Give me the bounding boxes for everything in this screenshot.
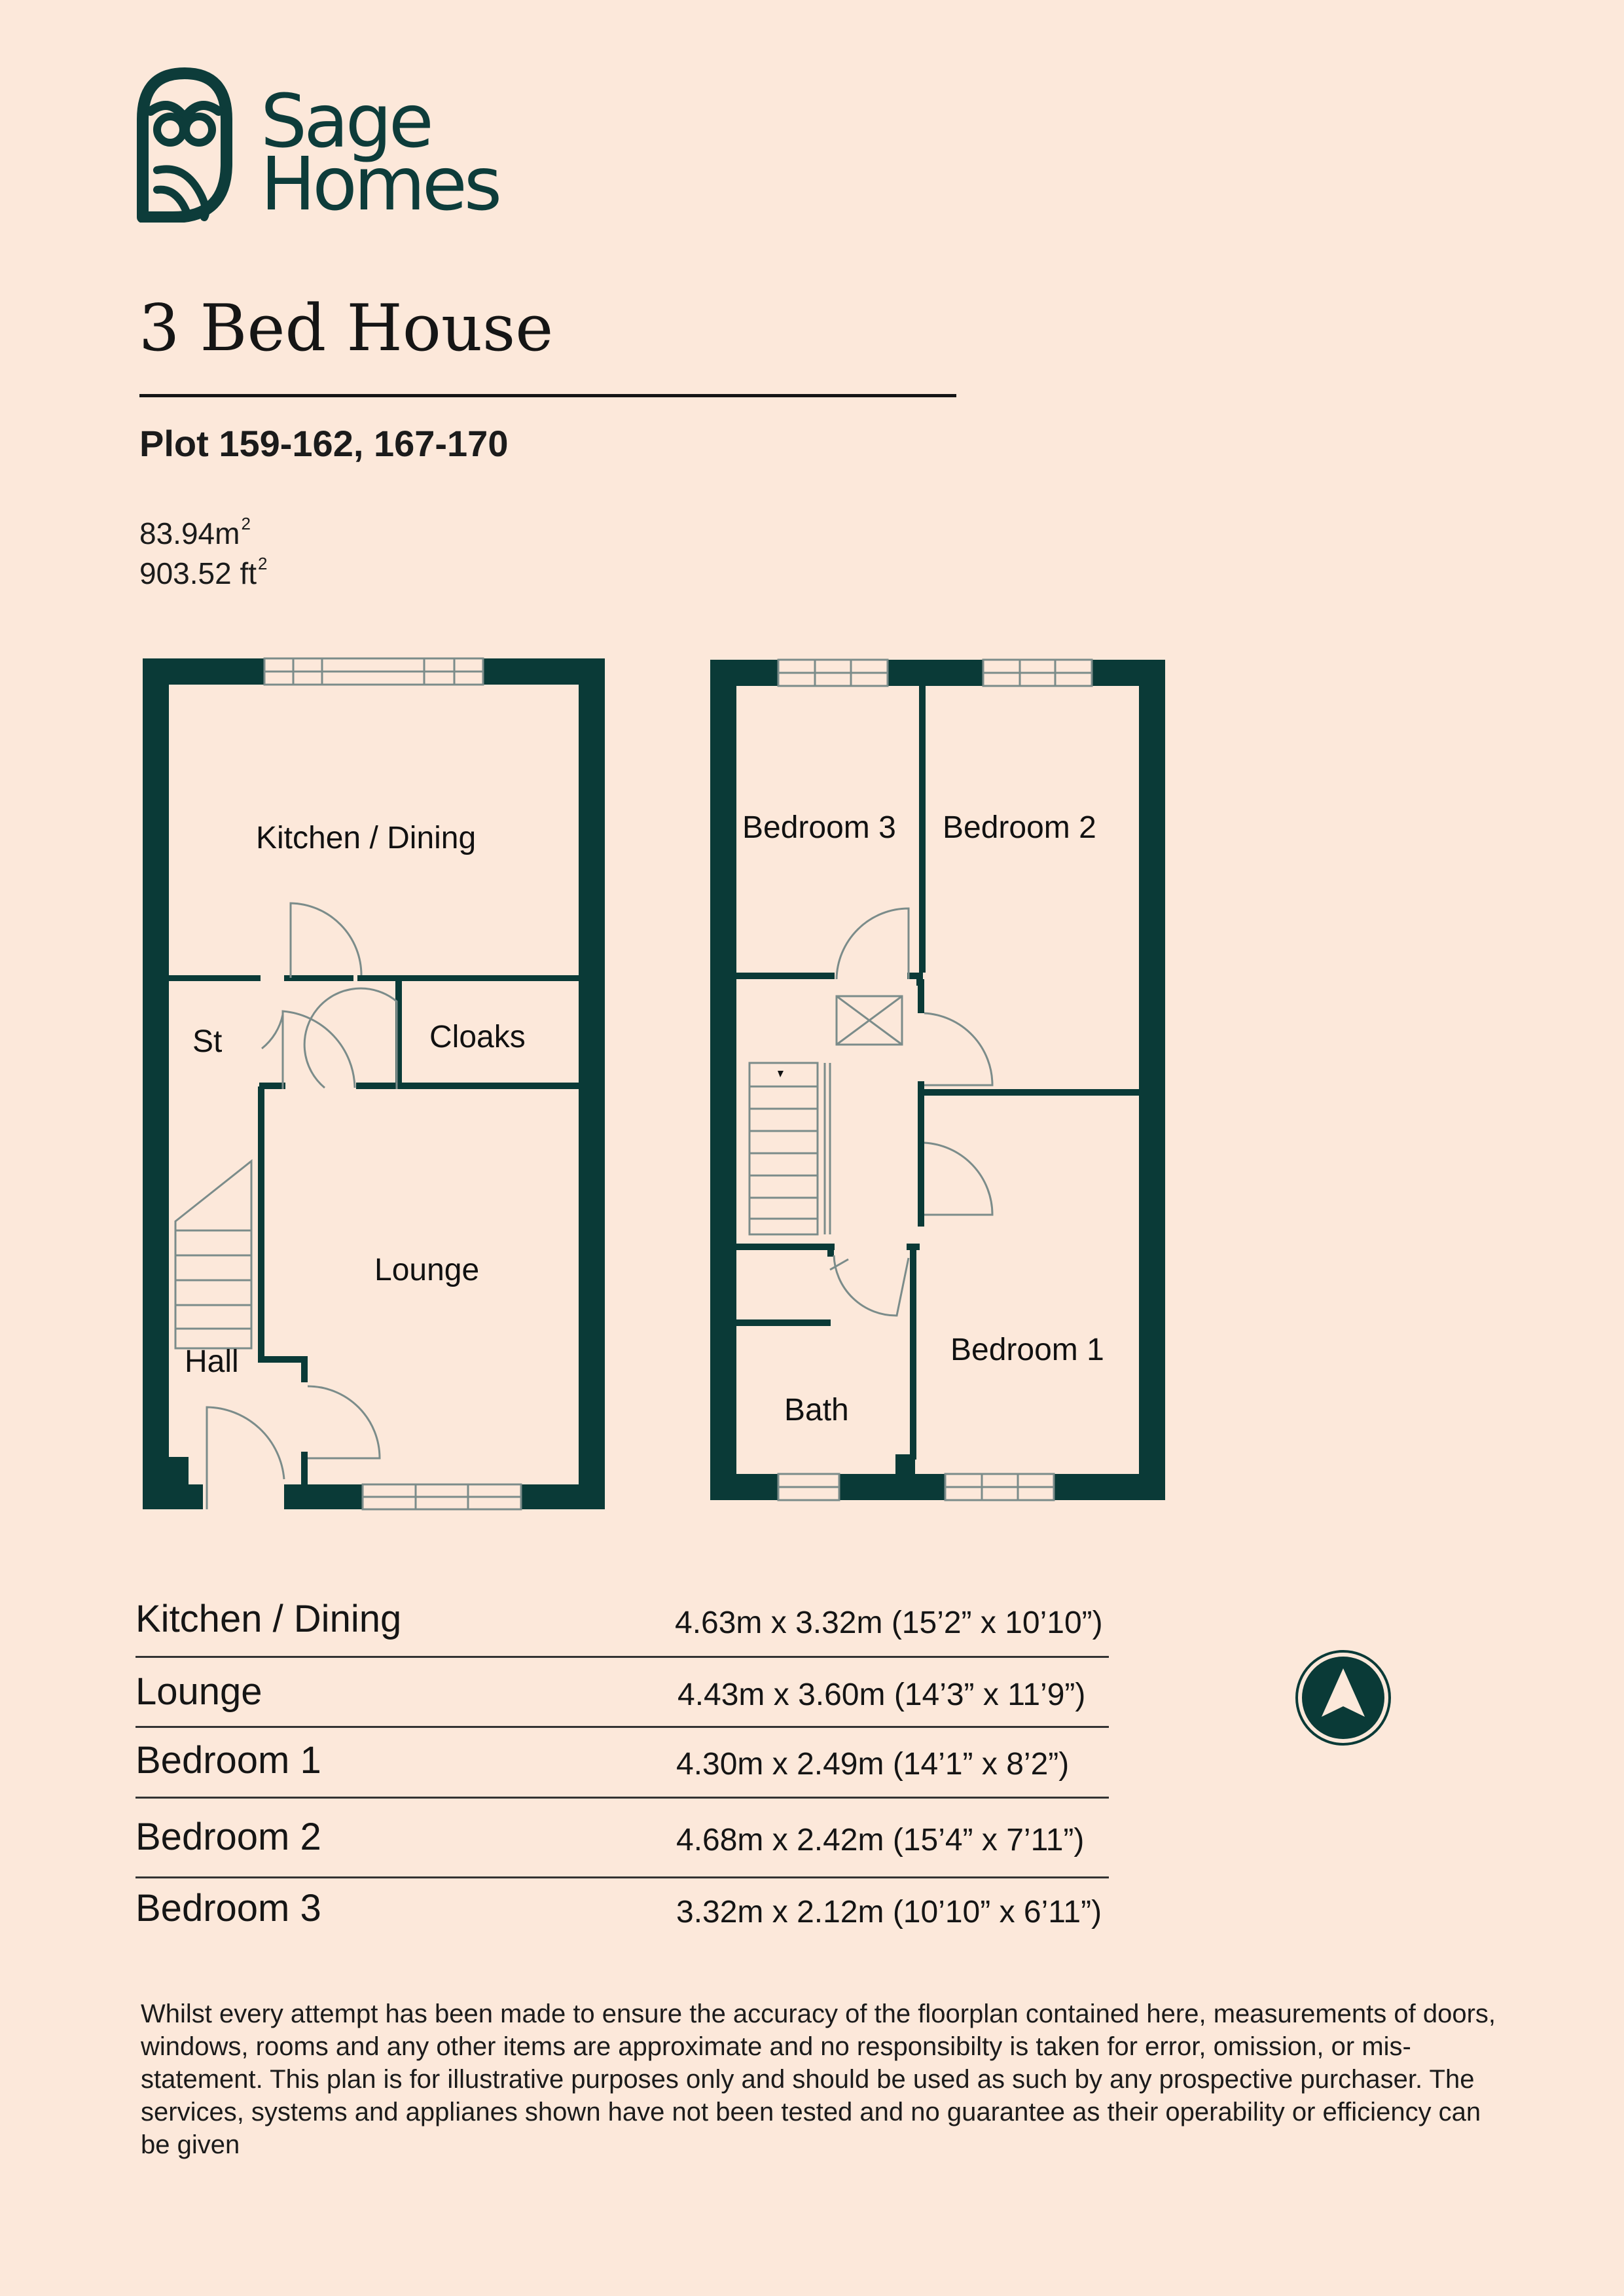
room-label-kitchen: Kitchen / Dining bbox=[256, 821, 477, 855]
dim-room-size: 4.43m x 3.60m (14’3” x 11’9”) bbox=[677, 1677, 1086, 1712]
dim-room-size: 4.63m x 3.32m (15’2” x 10’10”) bbox=[675, 1605, 1103, 1640]
north-arrow-icon bbox=[1294, 1649, 1392, 1747]
first-floor-plan bbox=[710, 660, 1165, 1500]
dim-room-size: 3.32m x 2.12m (10’10” x 6’11”) bbox=[676, 1895, 1102, 1929]
area-imperial: 903.52 $ft^2$ bbox=[139, 554, 268, 590]
area-metric: $83.94m^2$ bbox=[139, 514, 251, 550]
room-label-bedroom-2: Bedroom 2 bbox=[943, 810, 1096, 845]
disclaimer-text: Whilst every attempt has been made to ensure the accuracy of the floorplan contained here, measurements of doors, windows, rooms and any other items are approximate and no responsibilty is taken for error, omission, or mis-statement. This plan is for illustrative purposes only and should be used as such by any prospective purchaser. The services, systems and applianes shown have not been tested and no guarantee as their operability or efficiency can be given bbox=[141, 2000, 1496, 2159]
dim-room-size: 4.30m x 2.49m (14’1” x 8’2”) bbox=[676, 1747, 1070, 1782]
dim-room-name: Bedroom 1 bbox=[135, 1739, 321, 1782]
room-label-cloaks: Cloaks bbox=[429, 1020, 526, 1054]
dim-room-size: 4.68m x 2.42m (15’4” x 7’11”) bbox=[676, 1823, 1085, 1857]
dim-room-name: Lounge bbox=[135, 1670, 262, 1713]
ground-floor-plan bbox=[143, 658, 605, 1509]
dim-room-name: Bedroom 3 bbox=[135, 1887, 321, 1929]
dim-room-name: Kitchen / Dining bbox=[135, 1598, 402, 1640]
brand-line-2: Homes bbox=[261, 142, 499, 227]
dim-divider bbox=[135, 1726, 1109, 1728]
dim-divider bbox=[135, 1797, 1109, 1799]
dim-divider bbox=[135, 1876, 1109, 1878]
stair-arrow-icon bbox=[778, 1071, 784, 1077]
room-label-bath: Bath bbox=[784, 1393, 849, 1427]
brand-line-1: Sage bbox=[261, 79, 431, 164]
dim-room-name: Bedroom 2 bbox=[135, 1816, 321, 1858]
plot-numbers: Plot 159-162, 167-170 bbox=[139, 423, 509, 464]
room-label-store: St bbox=[192, 1024, 223, 1059]
room-label-bedroom-1: Bedroom 1 bbox=[950, 1333, 1104, 1367]
dim-divider bbox=[135, 1656, 1109, 1658]
room-label-hall: Hall bbox=[185, 1344, 239, 1379]
page-title: 3 Bed House bbox=[139, 291, 554, 366]
room-label-lounge: Lounge bbox=[374, 1253, 480, 1287]
room-label-bedroom-3: Bedroom 3 bbox=[742, 810, 896, 845]
